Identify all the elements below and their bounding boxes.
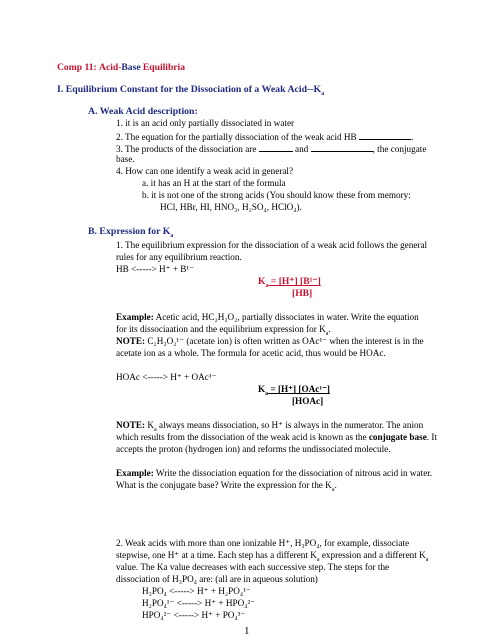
note: which results from the dissociation of the weak acid is known as the conjugate base. It xyxy=(116,432,438,442)
list-item: 1. it is an acid only partially dissociated in water xyxy=(116,118,295,128)
list-item: b. it is not one of the strong acids (You should know these from memory: xyxy=(142,190,411,200)
paragraph: dissociation of H₃PO₄ are: (all are in aqueous solution) xyxy=(116,574,318,584)
paragraph: stepwise, one H⁺ at a time. Each step has a different $K_a$ expression and a different $K_a$ xyxy=(116,550,429,563)
page-number: 1 xyxy=(244,625,250,637)
example: Example: Acetic acid, HC₂H₃O₂, partially dissociates in water. Write the equation xyxy=(116,312,419,322)
example: What is the conjugate base? Write the expression for the $K_a$. xyxy=(116,480,337,493)
equation: HB <-----> H⁺ + B¹⁻ xyxy=(116,264,195,274)
note: NOTE: C₂H₃O₂¹⁻ (acetate ion) is often written as OAc¹⁻ when the interest is in the xyxy=(116,336,424,346)
paragraph: value. The Ka value decreases with each successive step. The steps for the xyxy=(116,562,390,572)
note: NOTE: $K_a$ always means dissociation, so H⁺ is always in the numerator. The anion xyxy=(116,420,424,433)
note: acetate ion as a whole. The formula for acetic acid, thus would be HOAc. xyxy=(116,348,386,358)
subsection-heading-a: A. Weak Acid description: xyxy=(88,106,198,117)
ka-expression: $K_a = [H^+]$ [OAc¹⁻] xyxy=(258,384,330,397)
equation: H₃PO₄ <-----> H⁺ + H₂PO₄¹⁻ xyxy=(142,586,251,596)
list-item: a. it has an H at the start of the formula xyxy=(142,178,286,188)
page-title: Comp 11: Acid-Base Equilibria xyxy=(57,62,186,73)
ka-expression: $K_a = [H^+]$ [B¹⁻] xyxy=(258,276,321,289)
ka-denominator: [HB] xyxy=(292,288,313,299)
example: Example: Write the dissociation equation for the dissociation of nitrous acid in water. xyxy=(116,468,433,478)
example: for its dissociaation and the equilibrium expression for $K_a$. xyxy=(116,324,331,337)
equation: H₂PO₄¹⁻ <-----> H⁺ + HPO₄²⁻ xyxy=(142,598,256,608)
equation: HPO₄²⁻ <-----> H⁺ + PO₄³⁻ xyxy=(142,610,246,620)
list-item-cont: base. xyxy=(116,154,135,164)
list-item: 3. The products of the dissociation are and , the conjugate xyxy=(116,144,427,154)
paragraph: 1. The equilibrium expression for the dissociation of a weak acid follows the general xyxy=(116,240,428,250)
subsection-heading-b: B. Expression for $K_a$ xyxy=(88,226,174,239)
section-heading-1: I. Equilibrium Constant for the Dissociation of a Weak Acid-$-K_a$ xyxy=(57,84,325,97)
list-item-cont: HCl, HBr, HI, HNO₃, H₂SO₄, HClO₄). xyxy=(160,202,302,212)
list-item: 2. The equation for the partially dissociation of the weak acid HB . xyxy=(116,132,414,142)
equation: HOAc <-----> H⁺ + OAc¹⁻ xyxy=(116,372,217,382)
paragraph: 2. Weak acids with more than one ionizable H⁺, H₃PO₄, for example, dissociate xyxy=(116,538,410,548)
paragraph: rules for any equilibrium reaction. xyxy=(116,252,242,262)
ka-denominator: [HOAc] xyxy=(292,396,324,406)
note: accepts the proton (hydrogen ion) and reforms the undissociated molecule. xyxy=(116,444,391,454)
list-item: 4. How can one identify a weak acid in general? xyxy=(116,166,294,176)
